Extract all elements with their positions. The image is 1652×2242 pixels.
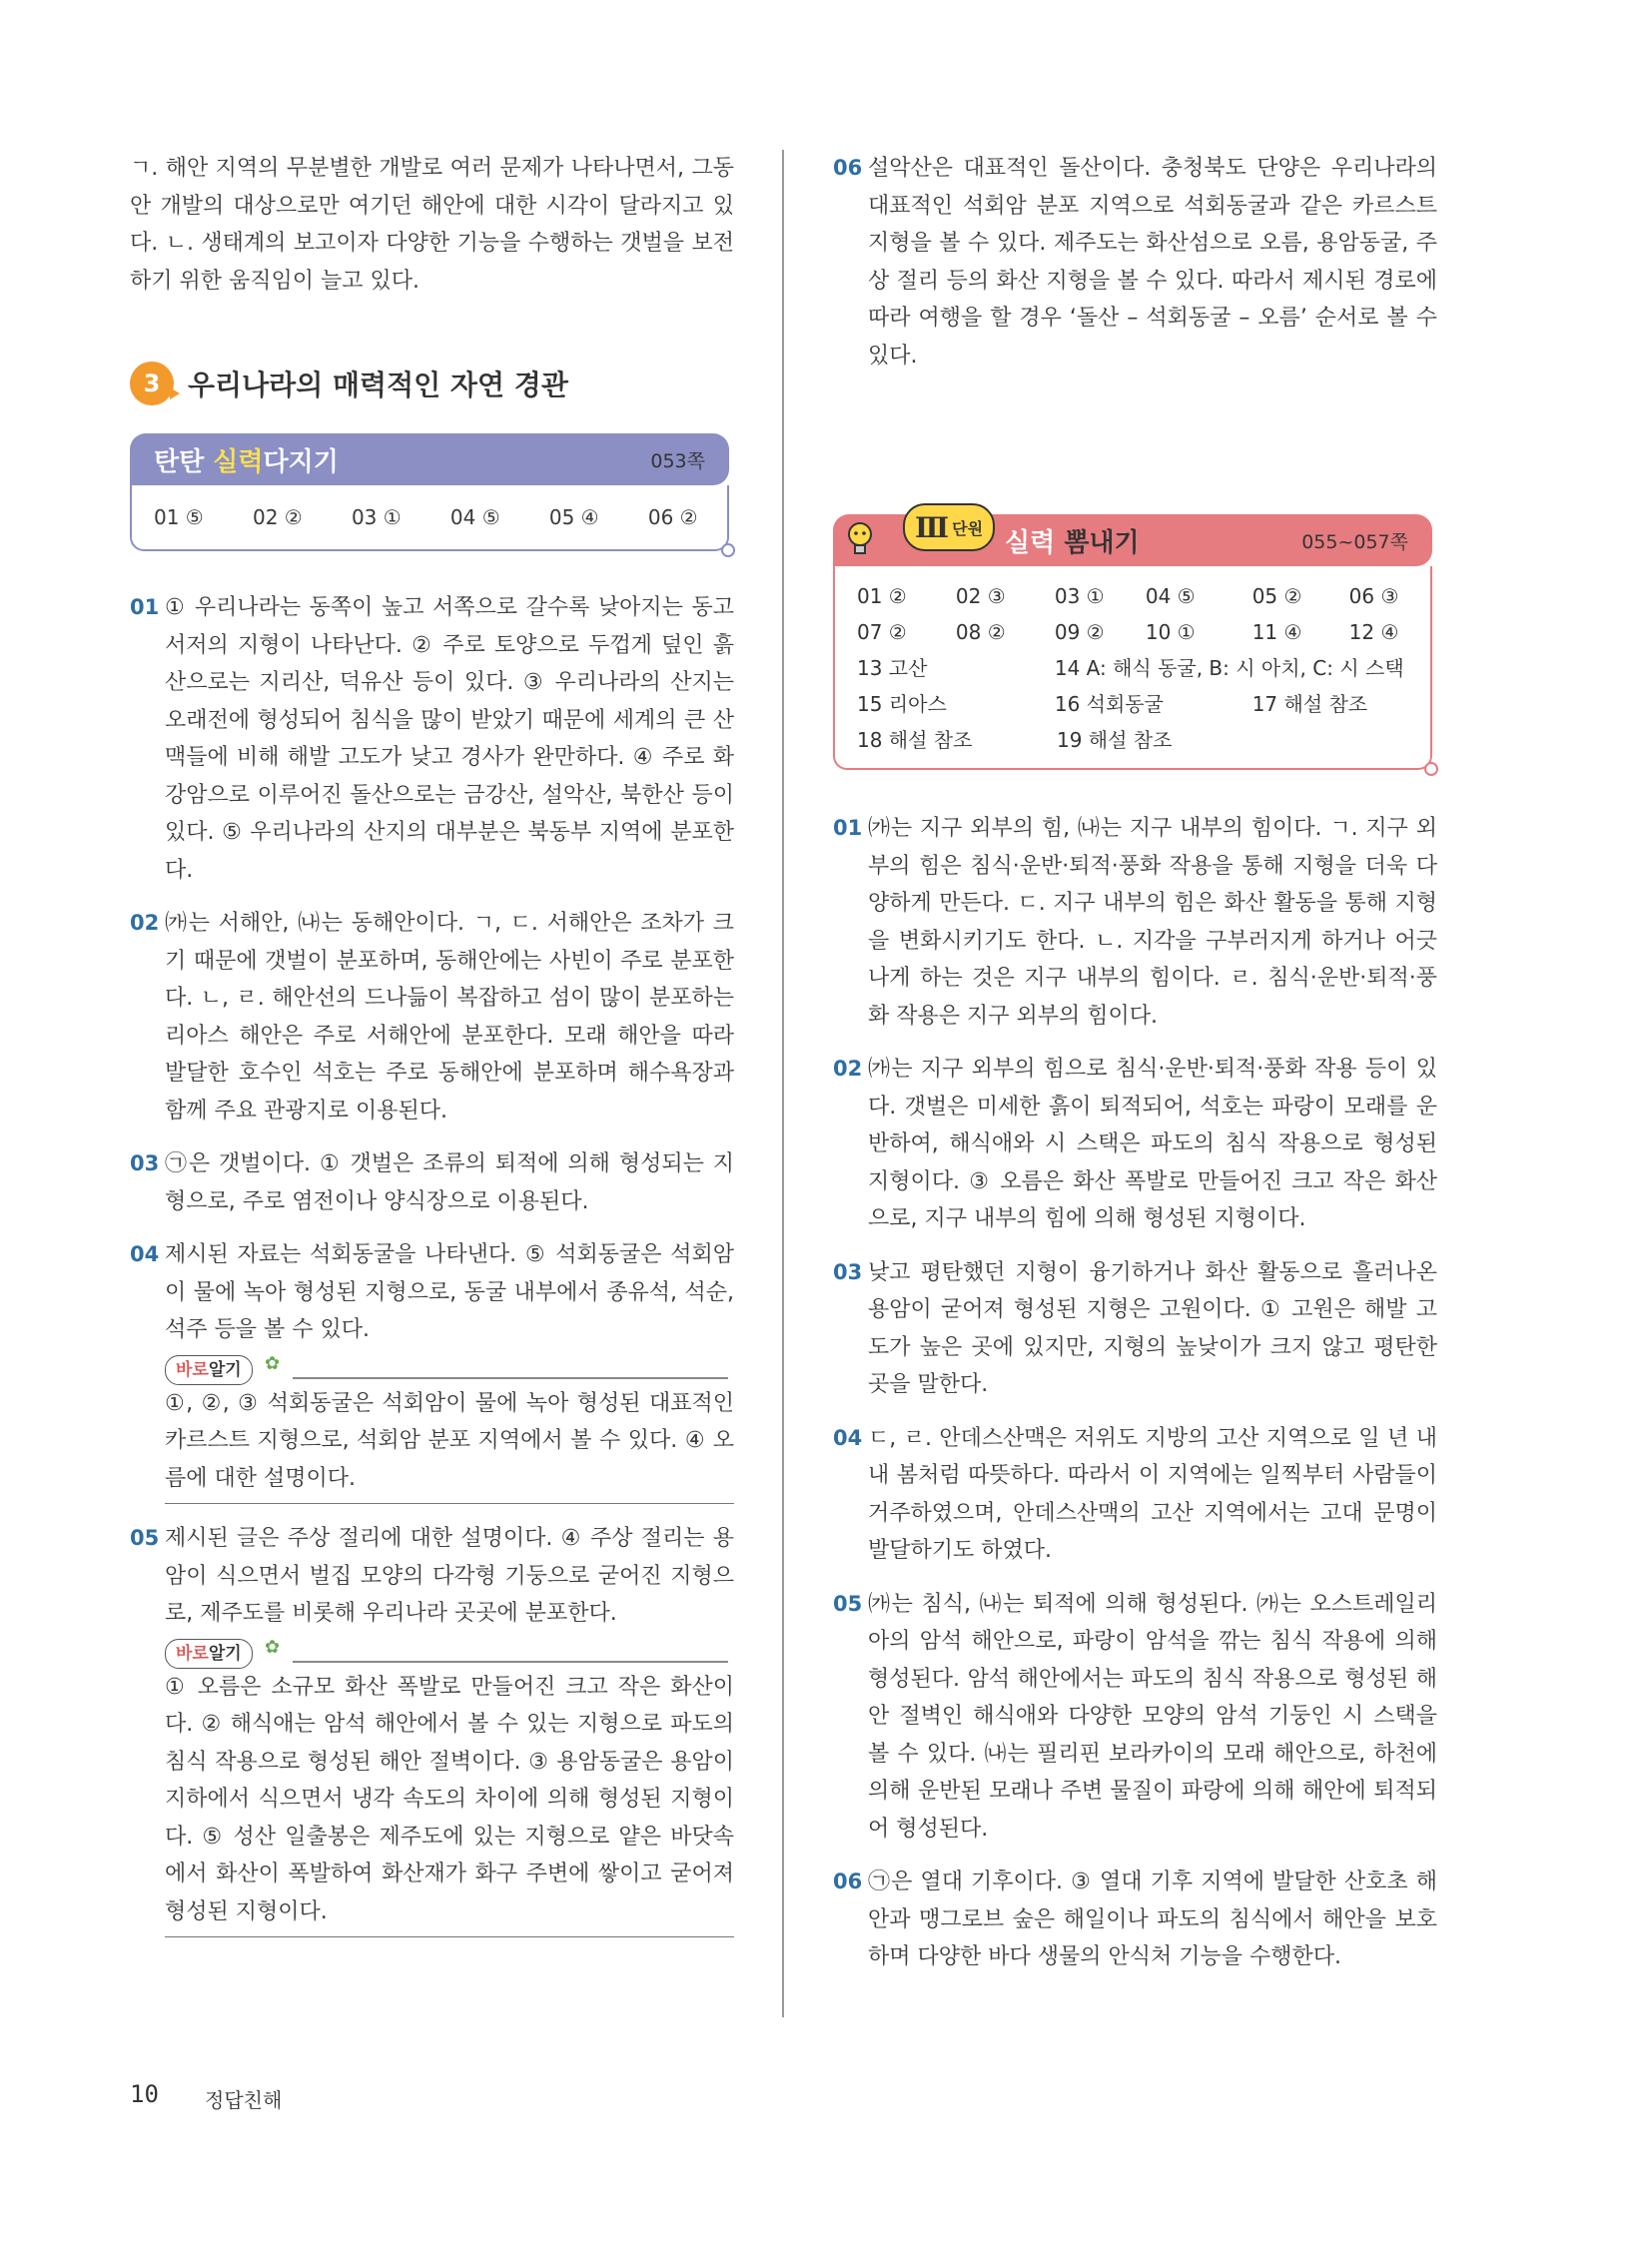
column-divider xyxy=(782,150,784,2017)
answer-row: 01 ② 02 ③ 03 ① 04 ⑤ 05 ② 06 ③ xyxy=(857,584,1399,608)
answer-row: 15 리아스 16 석회동굴 17 해설 참조 xyxy=(857,692,1368,716)
answer-box-basic-title: 탄탄 실력다지기 xyxy=(154,446,339,477)
answer-box-advanced-page: 055~057쪽 xyxy=(1301,530,1408,553)
answer-box-advanced xyxy=(833,510,1432,770)
page-number: 10 xyxy=(130,2080,159,2108)
baro-algi-box xyxy=(165,1636,734,1938)
explanation-item: 06 ㉠은 열대 기후이다. ③ 열대 기후 지역에 발달한 산호초 해안과 맹그로브 숲은 해일이나 파도의 침식에서 해안을 보호하며 다양한 바다 생물의 안식처 기능을 수행한다. xyxy=(833,1869,1437,1969)
explanation-item: 01 ① 우리나라는 동쪽이 높고 서쪽으로 갈수록 낮아지는 동고서저의 지형이 나타난다. ② 주로 토양으로 두껍게 덮인 흙산으로는 지리산, 덕유산 등이 있다. ③ 우리나라의 산지는 오래전에 형성되어 침식을 많이 받았기 때문에 세계의 큰 산맥들에 비해 해발 고도가 낮고 경사가 완만하다. ④ 주로 화강암으로 이루어진 돌산으로는 금강산, 설악산, 북한산 등이 있다. ⑤ 우리나라의 산지의 대부분은 북동부 지역에 분포한다. xyxy=(130,595,734,883)
box-end-dot xyxy=(721,543,735,557)
right-column xyxy=(833,150,1437,1976)
explanation-item: 05 ㈎는 침식, ㈏는 퇴적에 의해 형성된다. ㈎는 오스트레일리아의 암석 해안으로, 파랑이 암석을 깎는 침식 작용에 의해 형성된다. 암석 해안에서는 파도의 침식 작용으로 형성된 해안 절벽인 해식애와 다양한 모양의 암석 기둥인 시 스택을 볼 수 있다. ㈏는 필리핀 보라카이의 모래 해안으로, 하천에 의해 운반된 모래나 주변 물질이 파랑에 의해 해안에 퇴적되어 형성된다. xyxy=(833,1591,1437,1842)
footer-label: 정답친해 xyxy=(205,2088,283,2112)
explanation-item: 04 ㄷ, ㄹ. 안데스산맥은 저위도 지방의 고산 지역으로 일 년 내내 봄처럼 따뜻하다. 따라서 이 지역에는 일찍부터 사람들이 거주하였으며, 안데스산맥의 고산 지역에서는 고대 문명이 발달하기도 하였다. xyxy=(833,1425,1437,1563)
sprout-icon: ✿ xyxy=(265,1636,281,1658)
baro-algi-label: 바로알기 xyxy=(165,1355,253,1385)
answer-box-advanced-body xyxy=(833,566,1432,770)
answer-box-advanced-header xyxy=(833,510,1432,566)
baro-algi-text: ①, ②, ③ 석회동굴은 석회암이 물에 녹아 형성된 대표적인 카르스트 지형으로, 석회암 분포 지역에서 볼 수 있다. ④ 오름에 대한 설명이다. xyxy=(165,1385,734,1505)
section-number-badge: 3 xyxy=(130,362,174,405)
intro-paragraph: ㄱ. 해안 지역의 무분별한 개발로 여러 문제가 나타나면서, 그동안 개발의 대상으로만 여기던 해안에 대한 시각이 달라지고 있다. ㄴ. 생태계의 보고이자 다양한 기능을 수행하는 갯벌을 보전하기 위한 움직임이 늘고 있다. xyxy=(130,156,734,294)
answer: 04 ⑤ xyxy=(449,505,500,529)
left-column xyxy=(130,150,734,1945)
answer-row: 07 ② 08 ② 09 ② 10 ① 11 ④ 12 ④ xyxy=(857,620,1399,644)
sprout-icon: ✿ xyxy=(265,1352,281,1374)
answer-row: 13 고산 14 A: 해식 동굴, B: 시 아치, C: 시 스택 xyxy=(857,656,1404,680)
baro-algi-label: 바로알기 xyxy=(165,1639,253,1669)
divider xyxy=(293,1661,728,1663)
answer: 01 ⑤ xyxy=(154,505,204,529)
divider xyxy=(293,1377,728,1379)
explanation-item: 05 제시된 글은 주상 절리에 대한 설명이다. ④ 주상 절리는 용암이 식으면서 벌집 모양의 다각형 기둥으로 굳어진 지형으로, 제주도를 비롯해 우리나라 곳곳에 분포한다. xyxy=(130,1526,734,1626)
baro-algi-box xyxy=(165,1352,734,1505)
section-heading xyxy=(130,362,734,405)
bulb-icon xyxy=(845,520,875,558)
box-end-dot xyxy=(1424,762,1438,776)
answer: 06 ② xyxy=(647,505,698,529)
section-title: 우리나라의 매력적인 자연 경관 xyxy=(188,369,568,401)
answer: 03 ① xyxy=(351,505,402,529)
explanation-item: 02 ㈎는 지구 외부의 힘으로 침식·운반·퇴적·풍화 작용 등이 있다. 갯벌은 미세한 흙이 퇴적되어, 석호는 파랑이 모래를 운반하여, 해식애와 시 스택은 파도의 침식 작용으로 형성된 지형이다. ③ 오름은 화산 폭발로 만들어진 크고 작은 화산으로, 지구 내부의 힘에 의해 형성된 지형이다. xyxy=(833,1057,1437,1231)
explanation-item: 06 설악산은 대표적인 돌산이다. 충청북도 단양은 우리나라의 대표적인 석회암 분포 지역으로 석회동굴과 같은 카르스트 지형을 볼 수 있다. 제주도는 화산섬으로 오름, 용암동굴, 주상 절리 등의 화산 지형을 볼 수 있다. 따라서 제시된 경로에 따라 여행을 할 경우 ‘돌산 – 석회동굴 – 오름’ 순서로 볼 수 있다. xyxy=(833,156,1437,369)
answer-box-basic xyxy=(130,433,729,551)
answer-box-basic-header xyxy=(130,433,729,485)
answer-box-basic-page: 053쪽 xyxy=(650,449,705,472)
explanation-item: 01 ㈎는 지구 외부의 힘, ㈏는 지구 내부의 힘이다. ㄱ. 지구 외부의 힘은 침식·운반·퇴적·풍화 작용을 통해 지형을 더욱 다양하게 만든다. ㄷ. 지구 내부의 힘은 화산 활동을 통해 지형을 변화시키기도 한다. ㄴ. 지각을 구부러지게 하거나 어긋나게 하는 것은 지구 내부의 힘이다. ㄹ. 침식·운반·퇴적·풍화 작용은 지구 외부의 힘이다. xyxy=(833,816,1437,1029)
explanation-item: 03 ㉠은 갯벌이다. ① 갯벌은 조류의 퇴적에 의해 형성되는 지형으로, 주로 염전이나 양식장으로 이용된다. xyxy=(130,1151,734,1214)
answer-box-basic-body xyxy=(130,485,729,551)
baro-algi-text: ① 오름은 소규모 화산 폭발로 만들어진 크고 작은 화산이다. ② 해식애는 암석 해안에서 볼 수 있는 지형으로 파도의 침식 작용으로 형성된 해안 절벽이다. ③ 용암동굴은 용암이 지하에서 식으면서 냉각 속도의 차이에 의해 형성된 지형이다. ⑤ 성산 일출봉은 제주도에 있는 지형으로 얕은 바닷속에서 화산이 폭발하여 화산재가 화구 주변에 쌓이고 굳어져 형성된 지형이다. xyxy=(165,1669,734,1938)
answer: 05 ④ xyxy=(548,505,599,529)
unit-badge: Ⅲ 단원 xyxy=(903,503,995,551)
answer: 02 ② xyxy=(252,505,303,529)
answer-box-advanced-title: Ⅲ 단원 실력 뽐내기 xyxy=(903,522,1140,559)
explanation-item: 04 제시된 자료는 석회동굴을 나타낸다. ⑤ 석회동굴은 석회암이 물에 녹아 형성된 지형으로, 동굴 내부에서 종유석, 석순, 석주 등을 볼 수 있다. xyxy=(130,1242,734,1342)
answer-row: 18 해설 참조 19 해설 참조 xyxy=(857,728,1173,752)
explanation-item: 02 ㈎는 서해안, ㈏는 동해안이다. ㄱ, ㄷ. 서해안은 조차가 크기 때문에 갯벌이 분포하며, 동해안에는 사빈이 주로 분포한다. ㄴ, ㄹ. 해안선의 드나듦이 복잡하고 섬이 많이 분포하는 리아스 해안은 주로 서해안에 분포한다. 모래 해안을 따라 발달한 호수인 석호는 주로 동해안에 분포하며 해수욕장과 함께 주요 관광지로 이용된다. xyxy=(130,911,734,1123)
explanation-item: 03 낮고 평탄했던 지형이 융기하거나 화산 활동으로 흘러나온 용암이 굳어져 형성된 지형은 고원이다. ① 고원은 해발 고도가 높은 곳에 있지만, 지형의 높낮이가 크지 않고 평탄한 곳을 말한다. xyxy=(833,1259,1437,1397)
